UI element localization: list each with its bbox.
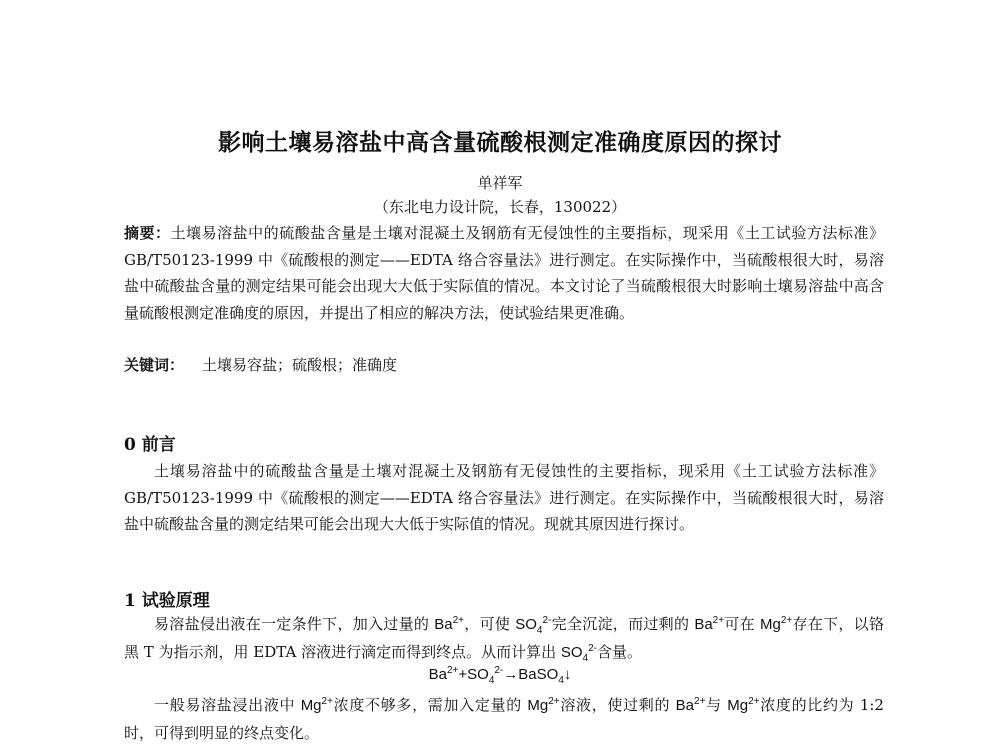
barium-ion [434,616,464,633]
ion-charge: 2+ [780,615,793,626]
subscript: 4 [558,675,564,686]
chem-symbol: Ba [428,666,447,683]
section-0-paragraph: 土壤易溶盐中的硫酸盐含量是土壤对混凝土及钢筋有无侵蚀性的主要指标，现采用《土工试验方法标准》GB/T50123-1999 中《硫酸根的测定——EDTA 络合容量法》进行测定。在实际操作中，当硫酸根很大时，易溶盐中硫酸盐含量的测定结果可能会出现大大低于实际值的情况。现就其原因进行探讨。 [124,462,884,533]
chem-symbol: Mg [760,616,781,633]
sulfate-ion [560,642,597,664]
section-1-paragraph-2 [124,692,884,746]
chem-symbol: +SO [458,666,489,683]
text-run: 浓度的比约为 1:2 时，可得到明显的终点变化。 [124,696,884,742]
magnesium-ion [727,697,759,714]
ion-charge: 2- [588,642,597,654]
chem-symbol: Ba [694,616,713,633]
paper-title: 影响土壤易溶盐中高含量硫酸根测定准确度原因的探讨 [218,129,782,156]
ion-charge: 2- [494,665,504,676]
author-affiliation: （东北电力设计院，长春，130022） [373,198,627,216]
abstract-label: 摘要： [124,224,171,242]
ion-charge: 2+ [694,696,706,707]
precipitate-arrow-icon: ↓ [563,666,572,683]
section-1-paragraph-1 [124,611,884,666]
chem-symbol: Mg [527,697,549,714]
keywords [124,352,884,378]
magnesium-ion [301,697,333,714]
chem-symbol: Mg [300,697,322,714]
chem-symbol: →BaSO [503,666,559,683]
text-run: 完全沉淀，而过剩的 [551,615,695,633]
chem-symbol: SO [515,616,537,633]
keywords-text: 土壤易容盐；硫酸根；准确度 [202,356,398,374]
barium-ion [694,616,724,633]
chemical-equation [0,665,1000,686]
text-run: 可在 [724,615,760,633]
keywords-label: 关键词： [124,356,185,374]
chem-symbol: SO [560,643,583,661]
abstract-text: 土壤易溶盐中的硫酸盐含量是土壤对混凝土及钢筋有无侵蚀性的主要指标，现采用《土工试验方法标准》GB/T50123-1999 中《硫酸根的测定——EDTA 络合容量法》进行测定。在实际操作中，当硫酸根很大时，易溶盐中硫酸盐含量的测定结果可能会出现大大低于实际值的情况。本文讨论了当硫酸根很大时影响土壤易溶盐中高含量硫酸根测定准确度的原因，并提出了相应的解决方法，使试验结果更准确。 [124,224,884,322]
ion-charge: 2+ [712,615,725,626]
subscript: 4 [488,675,495,686]
ion-charge: 2+ [321,696,333,707]
barium-ion [676,697,706,714]
text-run: 含量。 [597,642,643,661]
chem-symbol: Mg [727,697,749,714]
subscript: 4 [536,625,543,636]
ion-charge: 2+ [452,615,464,626]
subscript: 4 [582,652,589,664]
author-name: 单祥军 [477,174,523,192]
magnesium-ion [527,697,559,714]
abstract [124,220,884,326]
text-run: 与 [705,696,728,714]
ion-charge: 2- [542,615,552,626]
ion-charge: 2+ [748,696,760,707]
sulfate-ion [515,615,552,636]
section-heading-0: 0 前言 [124,435,176,455]
section-heading-1: 1 试验原理 [124,591,210,611]
magnesium-ion [760,616,792,633]
text-run: 存在下，以铬黑 T 为指示剂，用 EDTA 溶液进行滴定而得到终点。从而计算出 [124,615,884,661]
text-run: 易溶盐侵出液在一定条件下，加入过量的 [154,615,435,633]
chem-symbol: Ba [675,697,695,714]
text-run: 溶液，使过剩的 [559,696,676,714]
chem-symbol: Ba [434,616,453,633]
text-run: 一般易溶盐浸出液中 [154,696,301,714]
ion-charge: 2+ [548,696,560,707]
text-run: ，可使 [464,615,516,633]
text-run: 浓度不够多，需加入定量的 [332,696,528,714]
ion-charge: 2+ [446,665,459,676]
